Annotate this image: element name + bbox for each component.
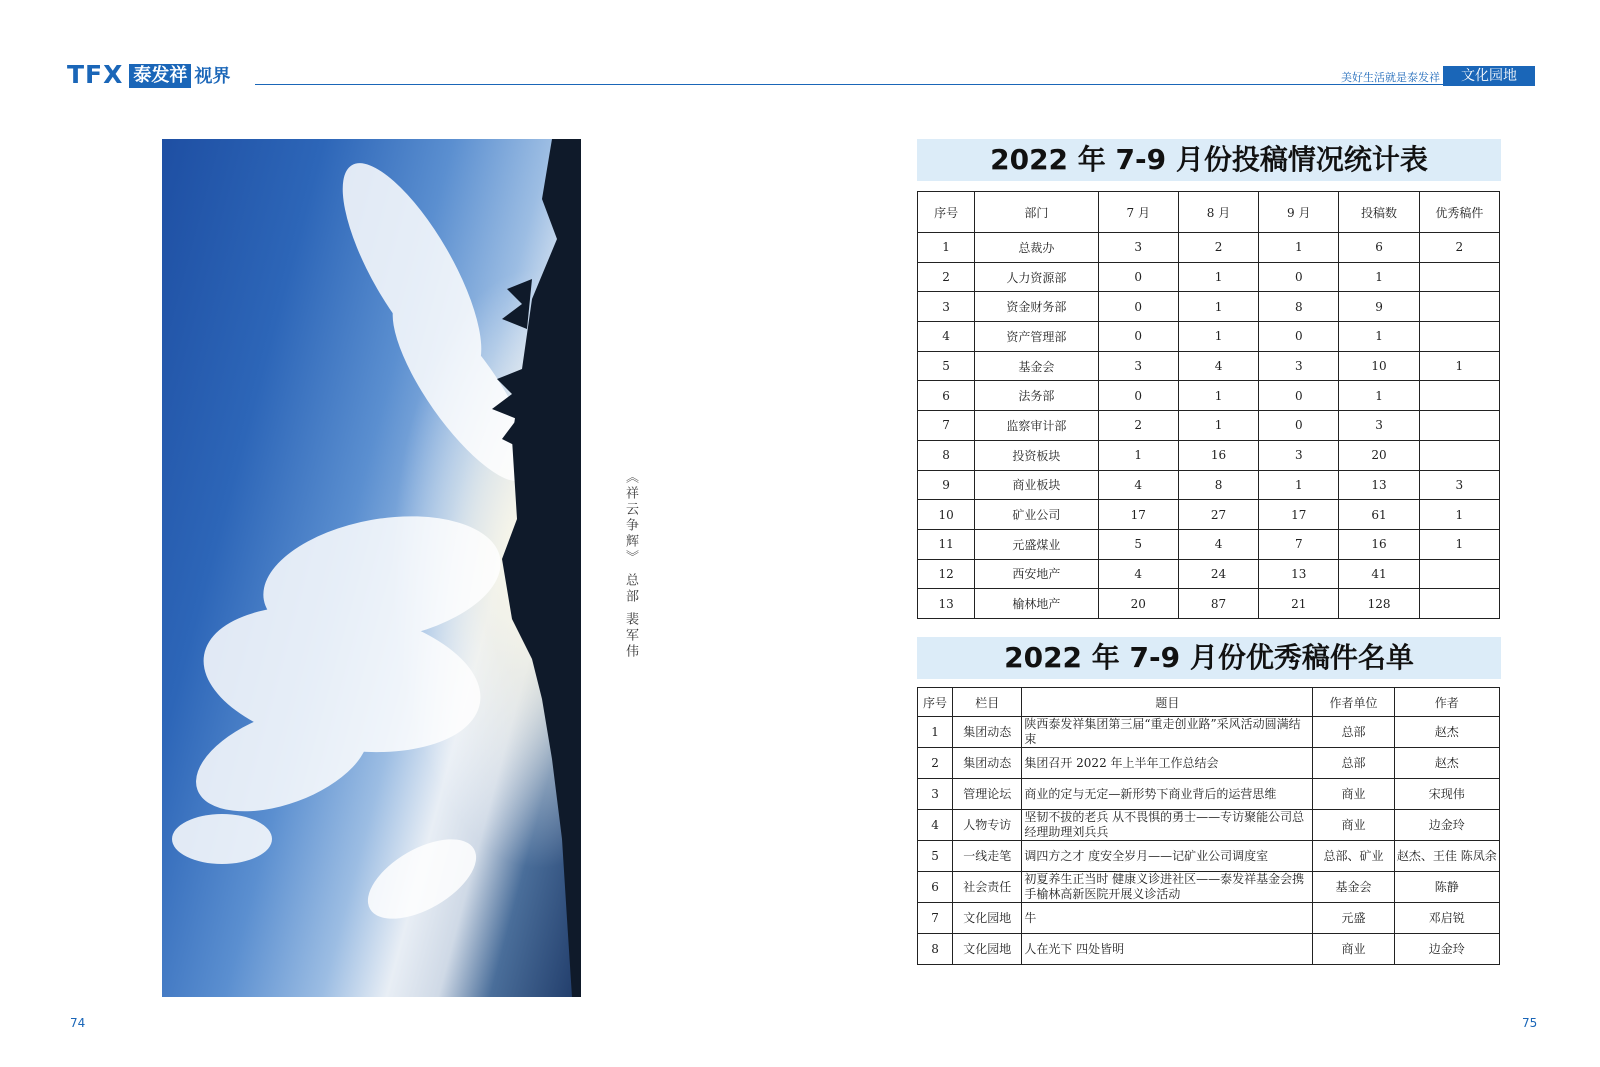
- table-cell: 商业板块: [975, 470, 1098, 500]
- table-cell: 87: [1178, 589, 1258, 619]
- table-cell: 总部、矿业: [1313, 841, 1394, 872]
- table-row: [918, 440, 1500, 470]
- table-cell: 0: [1259, 262, 1339, 292]
- table-cell: 1: [1178, 381, 1258, 411]
- table-cell: 3: [1098, 351, 1178, 381]
- table-cell: [1419, 589, 1499, 619]
- table-cell: 3: [918, 779, 953, 810]
- table-row: [918, 322, 1500, 352]
- table-cell: 2: [1098, 411, 1178, 441]
- table-cell: 人在光下 四处皆明: [1022, 934, 1313, 965]
- stats-table-title: 2022 年 7-9 月份投稿情况统计表: [917, 139, 1501, 181]
- table-cell: 基金会: [1313, 872, 1394, 903]
- table-row: [918, 934, 1500, 965]
- table-cell: 0: [1098, 322, 1178, 352]
- table-cell: 7: [918, 411, 975, 441]
- table-cell: 坚韧不拔的老兵 从不畏惧的勇士——专访聚能公司总经理助理刘兵兵: [1022, 810, 1313, 841]
- logo-name: 泰发祥: [129, 64, 191, 88]
- table-cell: 边金玲: [1394, 810, 1499, 841]
- table-cell: [1419, 262, 1499, 292]
- table-cell: 8: [1178, 470, 1258, 500]
- table-cell: 4: [1098, 559, 1178, 589]
- table-cell: 资产管理部: [975, 322, 1098, 352]
- table-row: [918, 589, 1500, 619]
- table-cell: 矿业公司: [975, 500, 1098, 530]
- header-cell: 部门: [975, 192, 1098, 233]
- table-row: [918, 233, 1500, 263]
- table-cell: 1: [1259, 470, 1339, 500]
- table-cell: 5: [918, 351, 975, 381]
- table-cell: 1: [918, 233, 975, 263]
- table-cell: 6: [1339, 233, 1419, 263]
- section-tag: 文化园地: [1443, 66, 1535, 86]
- table-cell: 4: [918, 810, 953, 841]
- stats-table: [917, 191, 1500, 619]
- table-cell: 41: [1339, 559, 1419, 589]
- table-cell: 商业的定与无定—新形势下商业背后的运营思维: [1022, 779, 1313, 810]
- table-cell: 牛: [1022, 903, 1313, 934]
- table-cell: 1: [1339, 322, 1419, 352]
- table-cell: 1: [918, 717, 953, 748]
- table-row: [918, 841, 1500, 872]
- table-cell: [1419, 292, 1499, 322]
- table-cell: 基金会: [975, 351, 1098, 381]
- table-cell: 6: [918, 381, 975, 411]
- table-cell: 4: [1178, 529, 1258, 559]
- table-cell: 128: [1339, 589, 1419, 619]
- sky-photo: [162, 139, 581, 997]
- table-cell: 12: [918, 559, 975, 589]
- header-cell: 8 月: [1178, 192, 1258, 233]
- table-cell: 元盛煤业: [975, 529, 1098, 559]
- table-cell: 0: [1098, 292, 1178, 322]
- table-cell: 4: [918, 322, 975, 352]
- table-cell: 4: [1178, 351, 1258, 381]
- brand-logo: [67, 60, 230, 88]
- table-cell: 社会责任: [953, 872, 1022, 903]
- table-cell: 7: [1259, 529, 1339, 559]
- table-cell: 13: [1259, 559, 1339, 589]
- table-cell: 赵杰、王佳 陈凤余: [1394, 841, 1499, 872]
- header-cell: 9 月: [1259, 192, 1339, 233]
- table-row: [918, 500, 1500, 530]
- table-cell: 10: [918, 500, 975, 530]
- table-cell: 元盛: [1313, 903, 1394, 934]
- table-cell: 3: [1339, 411, 1419, 441]
- table-cell: 1: [1339, 262, 1419, 292]
- header-cell: 序号: [918, 688, 953, 717]
- table-cell: [1419, 322, 1499, 352]
- table-cell: 邓启锐: [1394, 903, 1499, 934]
- header-cell: 投稿数: [1339, 192, 1419, 233]
- table-cell: 24: [1178, 559, 1258, 589]
- table-cell: 一线走笔: [953, 841, 1022, 872]
- table-cell: 商业: [1313, 810, 1394, 841]
- table-row: [918, 748, 1500, 779]
- table-cell: 0: [1259, 411, 1339, 441]
- table-cell: 商业: [1313, 934, 1394, 965]
- table-cell: 1: [1178, 322, 1258, 352]
- header-cell: 作者单位: [1313, 688, 1394, 717]
- table-cell: 3: [1098, 233, 1178, 263]
- table-cell: 榆林地产: [975, 589, 1098, 619]
- table-cell: 陕西泰发祥集团第三届“重走创业路”采风活动圆满结束: [1022, 717, 1313, 748]
- table-cell: 2: [1178, 233, 1258, 263]
- slogan: 美好生活就是泰发祥: [1341, 71, 1440, 84]
- table-cell: 13: [918, 589, 975, 619]
- table-cell: 人物专访: [953, 810, 1022, 841]
- table-row: [918, 529, 1500, 559]
- table-row: [918, 810, 1500, 841]
- table-cell: [1419, 381, 1499, 411]
- table-row: [918, 559, 1500, 589]
- table-cell: 11: [918, 529, 975, 559]
- table-cell: 3: [1259, 351, 1339, 381]
- header-cell: 序号: [918, 192, 975, 233]
- table-cell: 边金玲: [1394, 934, 1499, 965]
- table-cell: 文化园地: [953, 934, 1022, 965]
- table-cell: 文化园地: [953, 903, 1022, 934]
- table-cell: 3: [1419, 470, 1499, 500]
- table-cell: 初夏养生正当时 健康义诊进社区——泰发祥基金会携手榆林高新医院开展义诊活动: [1022, 872, 1313, 903]
- table-cell: 西安地产: [975, 559, 1098, 589]
- table-cell: 赵杰: [1394, 748, 1499, 779]
- table-cell: 0: [1259, 322, 1339, 352]
- logo-tfx: TFX: [67, 60, 124, 89]
- table-cell: 法务部: [975, 381, 1098, 411]
- page-number-right: 75: [1522, 1016, 1538, 1030]
- table-cell: 监察审计部: [975, 411, 1098, 441]
- table-cell: 4: [1098, 470, 1178, 500]
- table-cell: 20: [1339, 440, 1419, 470]
- table-cell: 1: [1339, 381, 1419, 411]
- table-cell: 1: [1098, 440, 1178, 470]
- excellent-table: [917, 687, 1500, 965]
- table-row: [918, 381, 1500, 411]
- table-cell: [1419, 440, 1499, 470]
- table-cell: 5: [918, 841, 953, 872]
- table-cell: 13: [1339, 470, 1419, 500]
- page-number-left: 74: [70, 1016, 86, 1030]
- table-cell: 9: [918, 470, 975, 500]
- table-row: [918, 872, 1500, 903]
- table-cell: 0: [1098, 262, 1178, 292]
- table-cell: 1: [1419, 529, 1499, 559]
- table-cell: 总部: [1313, 748, 1394, 779]
- header-cell: 7 月: [1098, 192, 1178, 233]
- table-cell: 1: [1178, 411, 1258, 441]
- table-cell: 2: [1419, 233, 1499, 263]
- table-row: [918, 262, 1500, 292]
- table-cell: 0: [1259, 381, 1339, 411]
- table-cell: 调四方之才 度安全岁月——记矿业公司调度室: [1022, 841, 1313, 872]
- table-cell: 17: [1259, 500, 1339, 530]
- header-cell: 作者: [1394, 688, 1499, 717]
- table-cell: 宋现伟: [1394, 779, 1499, 810]
- header-cell: 优秀稿件: [1419, 192, 1499, 233]
- logo-vision: 视界: [194, 66, 231, 87]
- table-cell: 20: [1098, 589, 1178, 619]
- table-cell: 7: [918, 903, 953, 934]
- table-cell: [1419, 411, 1499, 441]
- header-divider: [255, 84, 1413, 85]
- table-row: [918, 779, 1500, 810]
- table-cell: 1: [1419, 500, 1499, 530]
- table-row: [918, 903, 1500, 934]
- table-cell: 1: [1419, 351, 1499, 381]
- table-cell: 17: [1098, 500, 1178, 530]
- table-cell: 陈静: [1394, 872, 1499, 903]
- table-cell: 21: [1259, 589, 1339, 619]
- table-cell: 1: [1178, 262, 1258, 292]
- table-cell: 0: [1098, 381, 1178, 411]
- table-row: [918, 717, 1500, 748]
- photo-caption: 《祥云争辉》 总部 裴军伟: [623, 470, 638, 661]
- table-row: [918, 470, 1500, 500]
- table-cell: 3: [918, 292, 975, 322]
- table-cell: 8: [918, 440, 975, 470]
- header-cell: 栏目: [953, 688, 1022, 717]
- table-cell: 集团动态: [953, 748, 1022, 779]
- table-cell: 10: [1339, 351, 1419, 381]
- table-cell: 赵杰: [1394, 717, 1499, 748]
- table-cell: [1419, 559, 1499, 589]
- table-cell: 5: [1098, 529, 1178, 559]
- table-cell: 总裁办: [975, 233, 1098, 263]
- table-row: [918, 351, 1500, 381]
- table-row: [918, 292, 1500, 322]
- table-cell: 商业: [1313, 779, 1394, 810]
- table-cell: 9: [1339, 292, 1419, 322]
- table-cell: 集团动态: [953, 717, 1022, 748]
- table-cell: 集团召开 2022 年上半年工作总结会: [1022, 748, 1313, 779]
- table-cell: 资金财务部: [975, 292, 1098, 322]
- excellent-table-title: 2022 年 7-9 月份优秀稿件名单: [917, 637, 1501, 679]
- table-cell: 投资板块: [975, 440, 1098, 470]
- table-cell: 3: [1259, 440, 1339, 470]
- table-row: [918, 411, 1500, 441]
- table-cell: 1: [1259, 233, 1339, 263]
- table-cell: 1: [1178, 292, 1258, 322]
- table-cell: 16: [1178, 440, 1258, 470]
- table-cell: 27: [1178, 500, 1258, 530]
- header-cell: 题目: [1022, 688, 1313, 717]
- table-cell: 8: [1259, 292, 1339, 322]
- table-cell: 8: [918, 934, 953, 965]
- table-cell: 总部: [1313, 717, 1394, 748]
- table-cell: 2: [918, 262, 975, 292]
- table-cell: 6: [918, 872, 953, 903]
- excellent-header-row: [918, 688, 1500, 717]
- table-cell: 2: [918, 748, 953, 779]
- table-cell: 管理论坛: [953, 779, 1022, 810]
- page-header: [0, 0, 1600, 100]
- stats-header-row: [918, 192, 1500, 233]
- table-cell: 人力资源部: [975, 262, 1098, 292]
- sky-photo-art: [162, 139, 581, 997]
- table-cell: 16: [1339, 529, 1419, 559]
- table-cell: 61: [1339, 500, 1419, 530]
